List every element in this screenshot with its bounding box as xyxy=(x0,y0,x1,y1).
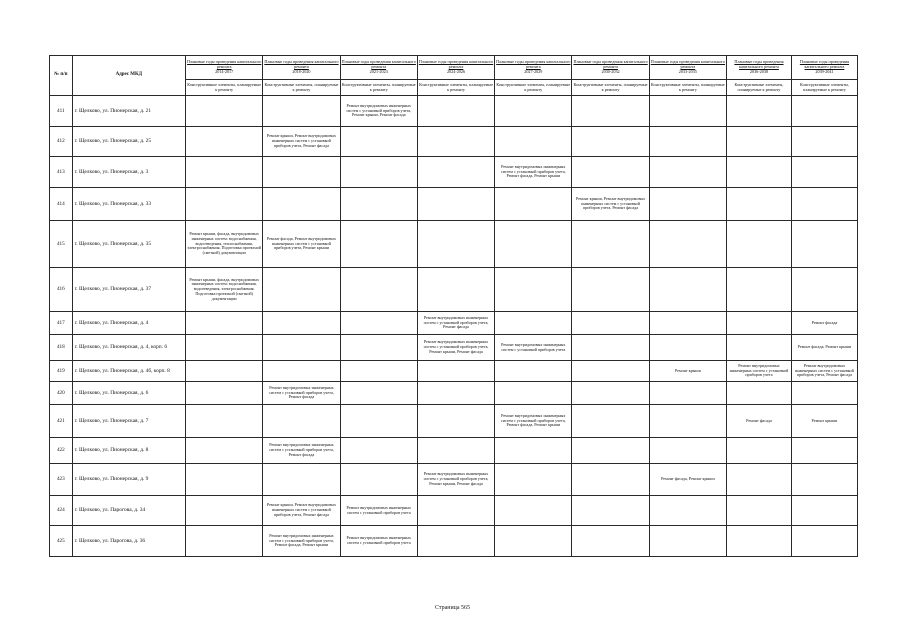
repair-cell xyxy=(186,312,263,335)
table-row xyxy=(50,96,858,127)
address-cell: г. Щелково, ул. Пионерская, д. 3 xyxy=(72,157,185,188)
col-subheader: Конструктивные элементы, планируемые к ремонту xyxy=(186,80,263,96)
repair-cell xyxy=(417,405,494,438)
repair-cell xyxy=(186,127,263,157)
repair-cell xyxy=(791,127,857,157)
col-header-period: Плановые годы проведения капитального ремонта 2027-2029 xyxy=(495,56,572,80)
table-row xyxy=(50,188,858,221)
row-number: 417 xyxy=(50,312,73,335)
table-row xyxy=(50,268,858,312)
row-number: 423 xyxy=(50,464,73,496)
repair-cell xyxy=(417,382,494,405)
repair-cell xyxy=(727,335,792,361)
repair-cell: Ремонт внутридомовых инженерных систем с установкой приборов учета xyxy=(340,496,417,526)
repair-cell xyxy=(186,96,263,127)
col-subheader: Конструктивные элементы, планируемые к ремонту xyxy=(649,80,726,96)
header-row-top xyxy=(50,56,858,80)
repair-cell xyxy=(649,96,726,127)
repair-cell xyxy=(495,188,572,221)
repair-cell xyxy=(495,312,572,335)
repair-cell xyxy=(263,361,340,382)
repair-cell: Ремонт внутридомовых инженерных систем с установкой приборов учета, Ремонт крыши, Ремонт фасада xyxy=(417,335,494,361)
repair-cell: Ремонт внутридомовых инженерных систем с установкой приборов учета, Ремонт фасада xyxy=(263,438,340,464)
repair-cell xyxy=(727,157,792,188)
repair-cell xyxy=(417,96,494,127)
repair-cell xyxy=(417,361,494,382)
col-header-period: Плановые годы проведения капитального ремонта 2039-2041 xyxy=(791,56,857,80)
repair-cell: Ремонт внутридомовых инженерных систем с установкой приборов учета, Ремонт фасада, Ремонт крыши xyxy=(495,157,572,188)
repair-cell xyxy=(263,335,340,361)
row-number: 420 xyxy=(50,382,73,405)
repair-cell xyxy=(340,157,417,188)
col-subheader: Конструктивные элементы, планируемые к ремонту xyxy=(417,80,494,96)
repair-cell: Ремонт фасада, Ремонт крыши xyxy=(649,464,726,496)
repair-cell xyxy=(186,405,263,438)
repair-cell xyxy=(495,268,572,312)
row-number: 422 xyxy=(50,438,73,464)
repair-cell xyxy=(186,496,263,526)
repair-cell xyxy=(727,96,792,127)
address-cell: г. Щелково, ул. Пионерская, д. 35 xyxy=(72,221,185,268)
repair-cell xyxy=(649,312,726,335)
repair-cell xyxy=(791,188,857,221)
repair-cell xyxy=(340,312,417,335)
repair-cell xyxy=(186,382,263,405)
repair-cell xyxy=(417,157,494,188)
repair-cell xyxy=(572,268,649,312)
repair-cell xyxy=(340,464,417,496)
table-row xyxy=(50,464,858,496)
repair-cell xyxy=(791,96,857,127)
repair-cell xyxy=(186,335,263,361)
repair-cell xyxy=(572,157,649,188)
row-number: 415 xyxy=(50,221,73,268)
address-cell: г. Щелково, ул. Пионерская, д. 25 xyxy=(72,127,185,157)
table-row xyxy=(50,157,858,188)
table-row xyxy=(50,221,858,268)
repair-cell xyxy=(649,127,726,157)
table-body xyxy=(50,96,858,557)
repair-cell xyxy=(495,382,572,405)
col-subheader: Конструктивные элементы, планируемые к ремонту xyxy=(340,80,417,96)
repair-cell xyxy=(417,496,494,526)
table-row xyxy=(50,526,858,557)
repair-cell xyxy=(791,438,857,464)
repair-cell xyxy=(649,438,726,464)
repair-cell xyxy=(727,438,792,464)
repair-cell xyxy=(495,127,572,157)
repair-program-table xyxy=(49,55,858,557)
repair-cell: Ремонт крыши, Ремонт внутридомовых инженерных систем с установкой приборов учета, Ремонт фасада xyxy=(572,188,649,221)
repair-cell xyxy=(263,268,340,312)
repair-cell xyxy=(649,157,726,188)
table-row xyxy=(50,312,858,335)
repair-cell xyxy=(572,221,649,268)
repair-cell: Ремонт внутридомовых инженерных систем с установкой приборов учета, Ремонт крыши, Ремонт фасада xyxy=(417,464,494,496)
repair-cell: Ремонт внутридомовых инженерных систем с установкой приборов учета, Ремонт фасада xyxy=(417,312,494,335)
repair-cell xyxy=(340,335,417,361)
repair-cell: Ремонт внутридомовых инженерных систем с установкой приборов учета, Ремонт фасада xyxy=(791,361,857,382)
repair-cell xyxy=(649,496,726,526)
row-number: 411 xyxy=(50,96,73,127)
row-number: 424 xyxy=(50,496,73,526)
col-header-period: Плановые годы проведения капитального ремонта 2021-2023 xyxy=(340,56,417,80)
repair-cell xyxy=(572,405,649,438)
repair-cell: Ремонт внутридомовых инженерных систем с установкой приборов учета, Ремонт крыши, Ремонт фасада xyxy=(340,96,417,127)
repair-cell xyxy=(649,335,726,361)
repair-cell: Ремонт внутридомовых инженерных систем с установкой приборов учета, Ремонт фасада, Ремонт крыши xyxy=(495,405,572,438)
address-cell: г. Щелково, ул. Пионерская, д. 9 xyxy=(72,464,185,496)
repair-cell xyxy=(791,526,857,557)
repair-cell xyxy=(649,526,726,557)
col-header-period: Плановые годы проведения капитального ремонта 2024-2026 xyxy=(417,56,494,80)
repair-cell xyxy=(649,268,726,312)
table-row xyxy=(50,496,858,526)
row-number: 412 xyxy=(50,127,73,157)
repair-cell xyxy=(186,188,263,221)
table-row xyxy=(50,361,858,382)
repair-cell xyxy=(727,382,792,405)
repair-cell: Ремонт крыши, фасада, внутридомовых инженерных систем: водоснабжения, водоотведения, теплоснабжения, электроснабжения. Подготовка проектной (сметной) документации xyxy=(186,221,263,268)
repair-cell xyxy=(263,312,340,335)
repair-cell xyxy=(649,405,726,438)
repair-cell xyxy=(417,268,494,312)
repair-cell: Ремонт фасада, Ремонт крыши xyxy=(791,335,857,361)
col-header-address: Адрес МКД xyxy=(72,56,185,96)
address-cell: г. Щелково, ул. Пионерская, д. 7 xyxy=(72,405,185,438)
repair-cell xyxy=(186,361,263,382)
repair-cell: Ремонт внутридомовых инженерных систем с установкой приборов учета xyxy=(727,361,792,382)
row-number: 419 xyxy=(50,361,73,382)
repair-cell xyxy=(727,312,792,335)
repair-cell xyxy=(417,127,494,157)
repair-cell xyxy=(572,335,649,361)
repair-cell xyxy=(791,268,857,312)
row-number: 421 xyxy=(50,405,73,438)
repair-cell: Ремонт крыши, Ремонт внутридомовых инженерных систем с установкой приборов учета, Ремонт фасада xyxy=(263,496,340,526)
repair-cell xyxy=(572,127,649,157)
repair-cell xyxy=(495,496,572,526)
repair-cell xyxy=(572,526,649,557)
col-header-num: № п/п xyxy=(50,56,73,96)
repair-cell xyxy=(186,526,263,557)
address-cell: г. Щелково, ул. Пионерская, д. 4, корп. 6 xyxy=(72,335,185,361)
repair-cell xyxy=(417,438,494,464)
row-number: 418 xyxy=(50,335,73,361)
page-number: Страница 565 xyxy=(434,605,471,611)
col-subheader: Конструктивные элементы, планируемые к ремонту xyxy=(263,80,340,96)
repair-cell xyxy=(727,127,792,157)
repair-cell: Ремонт внутридомовых инженерных систем с установкой приборов учета xyxy=(495,335,572,361)
repair-cell xyxy=(649,382,726,405)
repair-cell xyxy=(340,268,417,312)
table-row xyxy=(50,382,858,405)
program-table-sheet xyxy=(49,55,858,557)
repair-cell xyxy=(263,96,340,127)
repair-cell xyxy=(791,382,857,405)
col-header-period: Плановые годы проведения капитального ремонта 2018-2020 xyxy=(263,56,340,80)
address-cell: г. Щелково, ул. Пионерская, д. 37 xyxy=(72,268,185,312)
repair-cell: Ремонт крыши, Ремонт внутридомовых инженерных систем с установкой приборов учета, Ремонт фасада xyxy=(263,127,340,157)
address-cell: г. Щелково, ул. Парогова, д. 36 xyxy=(72,526,185,557)
repair-cell xyxy=(727,526,792,557)
repair-cell: Ремонт фасада, Ремонт внутридомовых инженерных систем с установкой приборов учета, Ремонт крыши xyxy=(263,221,340,268)
repair-cell xyxy=(727,496,792,526)
repair-cell xyxy=(572,312,649,335)
repair-cell xyxy=(340,361,417,382)
repair-cell xyxy=(495,438,572,464)
row-number: 413 xyxy=(50,157,73,188)
table-row xyxy=(50,127,858,157)
col-subheader: Конструктивные элементы, планируемые к ремонту xyxy=(727,80,792,96)
repair-cell xyxy=(572,464,649,496)
col-header-period: Плановые годы проведения капитального ремонта 2030-2032 xyxy=(572,56,649,80)
table-row xyxy=(50,335,858,361)
repair-cell xyxy=(572,496,649,526)
address-cell: г. Щелково, ул. Парогова, д. 34 xyxy=(72,496,185,526)
repair-cell xyxy=(263,157,340,188)
table-row xyxy=(50,438,858,464)
repair-cell xyxy=(340,221,417,268)
repair-cell xyxy=(572,361,649,382)
col-header-period: Плановые годы проведения капитального ремонта 2036-2038 xyxy=(727,56,792,80)
repair-cell xyxy=(495,361,572,382)
repair-cell xyxy=(417,221,494,268)
table-row xyxy=(50,405,858,438)
repair-cell xyxy=(495,526,572,557)
address-cell: г. Щелково, ул. Пионерская, д. 4б, корп. 8 xyxy=(72,361,185,382)
repair-cell xyxy=(791,221,857,268)
repair-cell xyxy=(649,221,726,268)
address-cell: г. Щелково, ул. Пионерская, д. 8 xyxy=(72,438,185,464)
repair-cell: Ремонт крыши, фасада, внутридомовых инженерных систем: водоснабжения, водоотведения, электроснабжения. Подготовка проектной (сметной) документации xyxy=(186,268,263,312)
address-cell: г. Щелково, ул. Пионерская, д. 21 xyxy=(72,96,185,127)
repair-cell: Ремонт крыши xyxy=(791,405,857,438)
repair-cell xyxy=(649,188,726,221)
row-number: 416 xyxy=(50,268,73,312)
repair-cell xyxy=(186,438,263,464)
col-header-period: Плановые годы проведения капитального ремонта 2014-2017 xyxy=(186,56,263,80)
repair-cell: Ремонт внутридомовых инженерных систем с установкой приборов учета, Ремонт фасада xyxy=(263,382,340,405)
repair-cell xyxy=(186,464,263,496)
repair-cell xyxy=(727,188,792,221)
repair-cell xyxy=(727,464,792,496)
row-number: 414 xyxy=(50,188,73,221)
repair-cell xyxy=(727,268,792,312)
repair-cell xyxy=(572,438,649,464)
address-cell: г. Щелково, ул. Пионерская, д. 6 xyxy=(72,382,185,405)
repair-cell xyxy=(263,188,340,221)
repair-cell xyxy=(417,188,494,221)
repair-cell xyxy=(340,382,417,405)
repair-cell xyxy=(495,464,572,496)
repair-cell xyxy=(186,157,263,188)
repair-cell xyxy=(791,496,857,526)
row-number: 425 xyxy=(50,526,73,557)
repair-cell xyxy=(572,382,649,405)
repair-cell: Ремонт фасада xyxy=(791,312,857,335)
col-subheader: Конструктивные элементы, планируемые к ремонту xyxy=(791,80,857,96)
repair-cell xyxy=(727,221,792,268)
repair-cell xyxy=(417,526,494,557)
repair-cell: Ремонт внутридомовых инженерных систем с установкой приборов учета xyxy=(340,526,417,557)
col-subheader: Конструктивные элементы, планируемые к ремонту xyxy=(495,80,572,96)
address-cell: г. Щелково, ул. Пионерская, д. 4 xyxy=(72,312,185,335)
repair-cell xyxy=(340,405,417,438)
repair-cell xyxy=(263,464,340,496)
repair-cell xyxy=(340,127,417,157)
repair-cell: Ремонт внутридомовых инженерных систем с установкой приборов учета, Ремонт фасада, Ремонт крыши xyxy=(263,526,340,557)
repair-cell xyxy=(572,96,649,127)
address-cell: г. Щелково, ул. Пионерская, д. 33 xyxy=(72,188,185,221)
repair-cell xyxy=(791,157,857,188)
repair-cell xyxy=(263,405,340,438)
repair-cell xyxy=(495,96,572,127)
repair-cell xyxy=(340,188,417,221)
repair-cell xyxy=(340,438,417,464)
repair-cell: Ремонт крыши xyxy=(649,361,726,382)
repair-cell xyxy=(495,221,572,268)
col-subheader: Конструктивные элементы, планируемые к ремонту xyxy=(572,80,649,96)
col-header-period: Плановые годы проведения капитального ремонта 2033-2035 xyxy=(649,56,726,80)
repair-cell xyxy=(791,464,857,496)
repair-cell: Ремонт фасада xyxy=(727,405,792,438)
